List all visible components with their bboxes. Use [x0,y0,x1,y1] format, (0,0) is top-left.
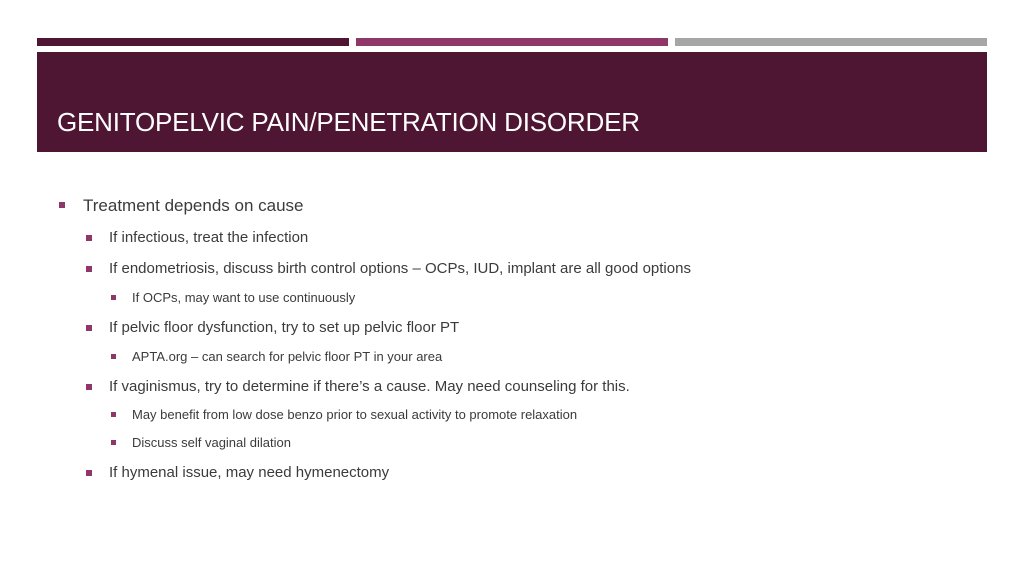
bullet-marker-icon [59,202,65,208]
bullet-marker-icon [111,440,116,445]
bullet-text: If infectious, treat the infection [109,229,309,246]
bullet-text: Discuss self vaginal dilation [132,435,291,450]
bullet-marker-icon [86,266,92,272]
bullet-marker-icon [111,295,116,300]
bullet-text: May benefit from low dose benzo prior to sexual activity to promote relaxation [132,407,578,422]
bullet-item [132,349,442,365]
bullet-item [109,260,691,278]
bullet-item [83,196,304,216]
bullet-item [132,435,291,451]
slide-title: GENITOPELVIC PAIN/PENETRATION DISORDER [57,107,640,137]
bullet-text: Treatment depends on cause [83,196,304,215]
bullet-item [109,229,308,247]
bullet-marker-icon [111,412,116,417]
bullet-text: If hymenal issue, may need hymenectomy [109,464,390,481]
bullet-marker-icon [86,235,92,241]
bullet-text: If pelvic floor dysfunction, try to set up pelvic floor PT [109,319,460,336]
bullet-item [109,319,459,337]
bullet-text: APTA.org – can search for pelvic floor PT in your area [132,349,443,364]
bullet-item [132,407,577,423]
bullet-item [132,290,355,306]
bullet-item [109,464,389,482]
bullet-item [109,378,630,396]
bullet-text: If endometriosis, discuss birth control options – OCPs, IUD, implant are all good options [109,260,691,277]
bullet-marker-icon [86,325,92,331]
bullet-marker-icon [86,470,92,476]
bullet-text: If vaginismus, try to determine if there’s a cause. May need counseling for this. [109,378,630,395]
bullet-marker-icon [111,354,116,359]
bullet-marker-icon [86,384,92,390]
bullet-text: If OCPs, may want to use continuously [132,290,356,305]
